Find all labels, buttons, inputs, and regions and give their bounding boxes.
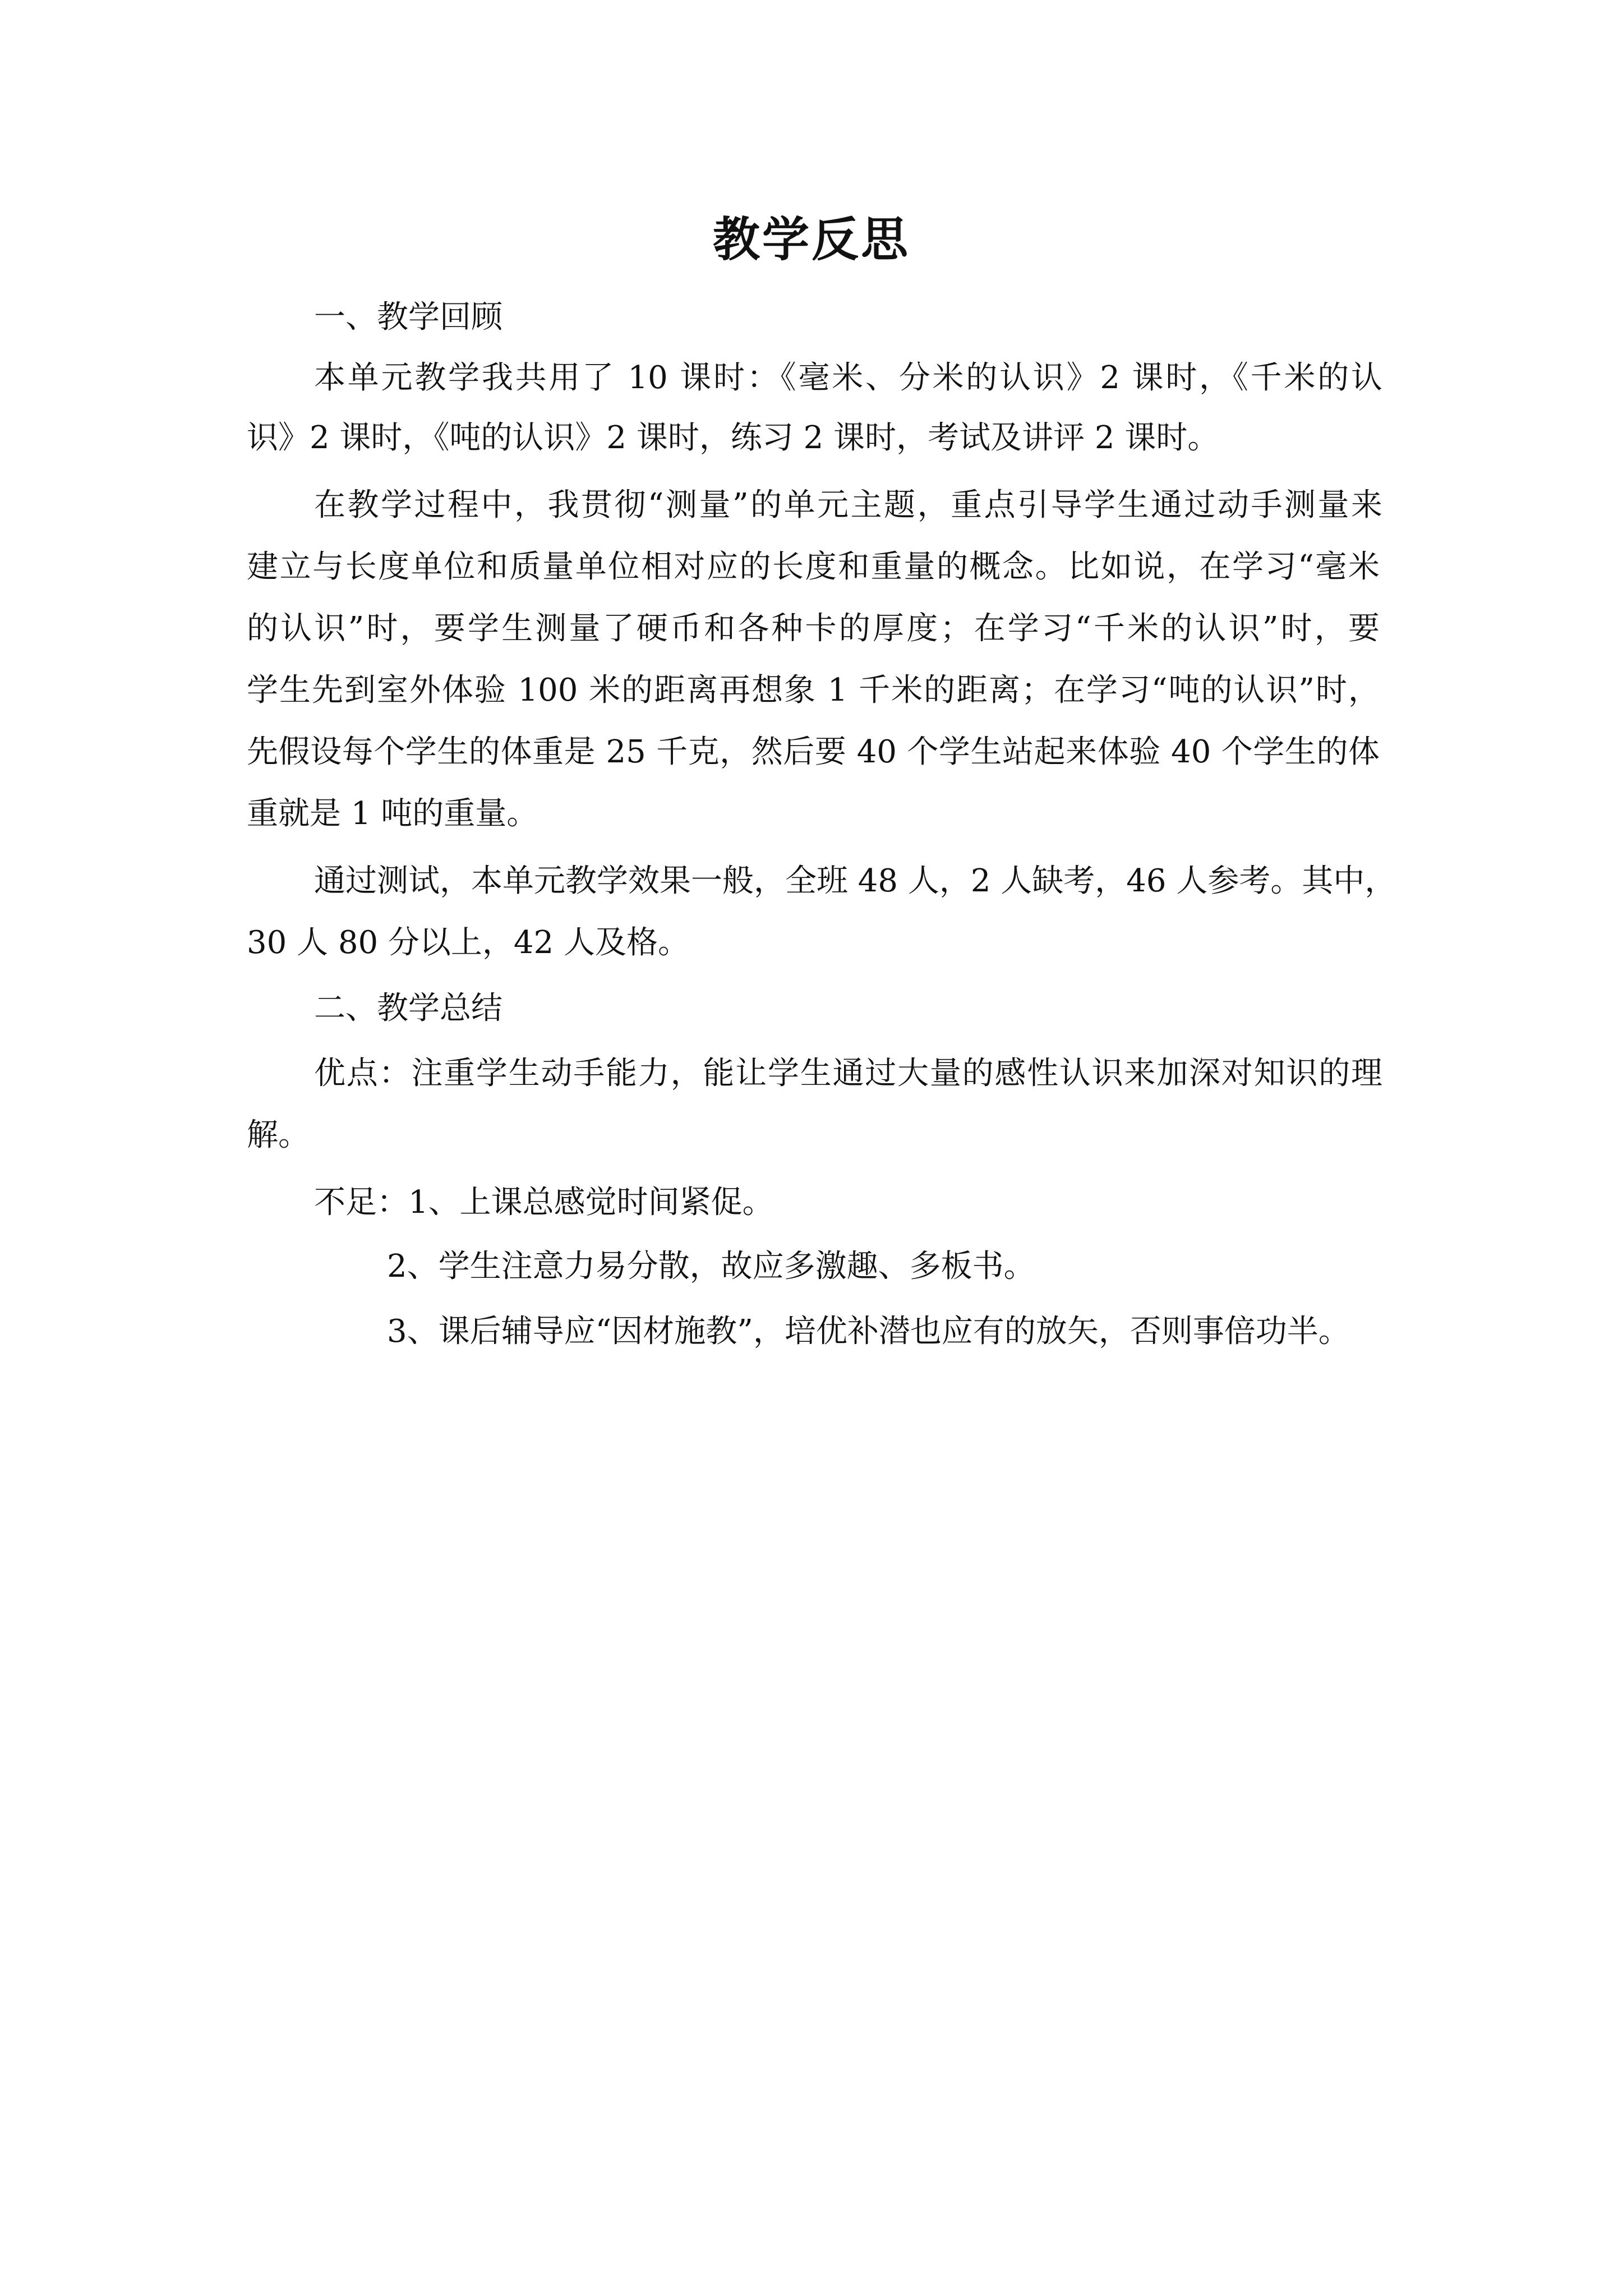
paragraph-line: 30 人 80 分以上，42 人及格。 bbox=[247, 924, 689, 961]
paragraph-line: 学生先到室外体验 100 米的距离再想象 1 千米的距离；在学习“吨的认识”时， bbox=[247, 672, 1380, 708]
section-heading-review: 一、教学回顾 bbox=[314, 299, 502, 335]
paragraph-line: 本单元教学我共用了 10 课时：《毫米、分米的认识》2 课时，《千米的认 bbox=[314, 360, 1382, 396]
paragraph-line: 识》2 课时，《吨的认识》2 课时，练习 2 课时，考试及讲评 2 课时。 bbox=[247, 420, 1219, 456]
paragraph-line: 通过测试，本单元教学效果一般，全班 48 人，2 人缺考，46 人参考。其中， bbox=[314, 863, 1396, 899]
paragraph-line: 优点：注重学生动手能力，能让学生通过大量的感性认识来加深对知识的理 bbox=[314, 1055, 1382, 1092]
list-item: 2、学生注意力易分散，故应多激趣、多板书。 bbox=[387, 1248, 1035, 1285]
page-title: 教学反思 bbox=[712, 212, 910, 267]
section-heading-summary: 二、教学总结 bbox=[314, 990, 502, 1027]
paragraph-line: 建立与长度单位和质量单位相对应的长度和重量的概念。比如说，在学习“毫米 bbox=[247, 549, 1380, 585]
paragraph-line: 先假设每个学生的体重是 25 千克，然后要 40 个学生站起来体验 40 个学生的体 bbox=[247, 734, 1380, 770]
list-item: 不足：1、上课总感觉时间紧促。 bbox=[314, 1184, 774, 1221]
paragraph-line: 解。 bbox=[247, 1117, 310, 1153]
paragraph-line: 重就是 1 吨的重量。 bbox=[247, 795, 538, 832]
list-item: 3、课后辅导应“因材施教”，培优补潜也应有的放矢，否则事倍功半。 bbox=[387, 1313, 1350, 1350]
paragraph-line: 的认识”时，要学生测量了硬币和各种卡的厚度；在学习“千米的认识”时，要 bbox=[247, 610, 1380, 647]
paragraph-line: 在教学过程中，我贯彻“测量”的单元主题，重点引导学生通过动手测量来 bbox=[314, 487, 1382, 523]
